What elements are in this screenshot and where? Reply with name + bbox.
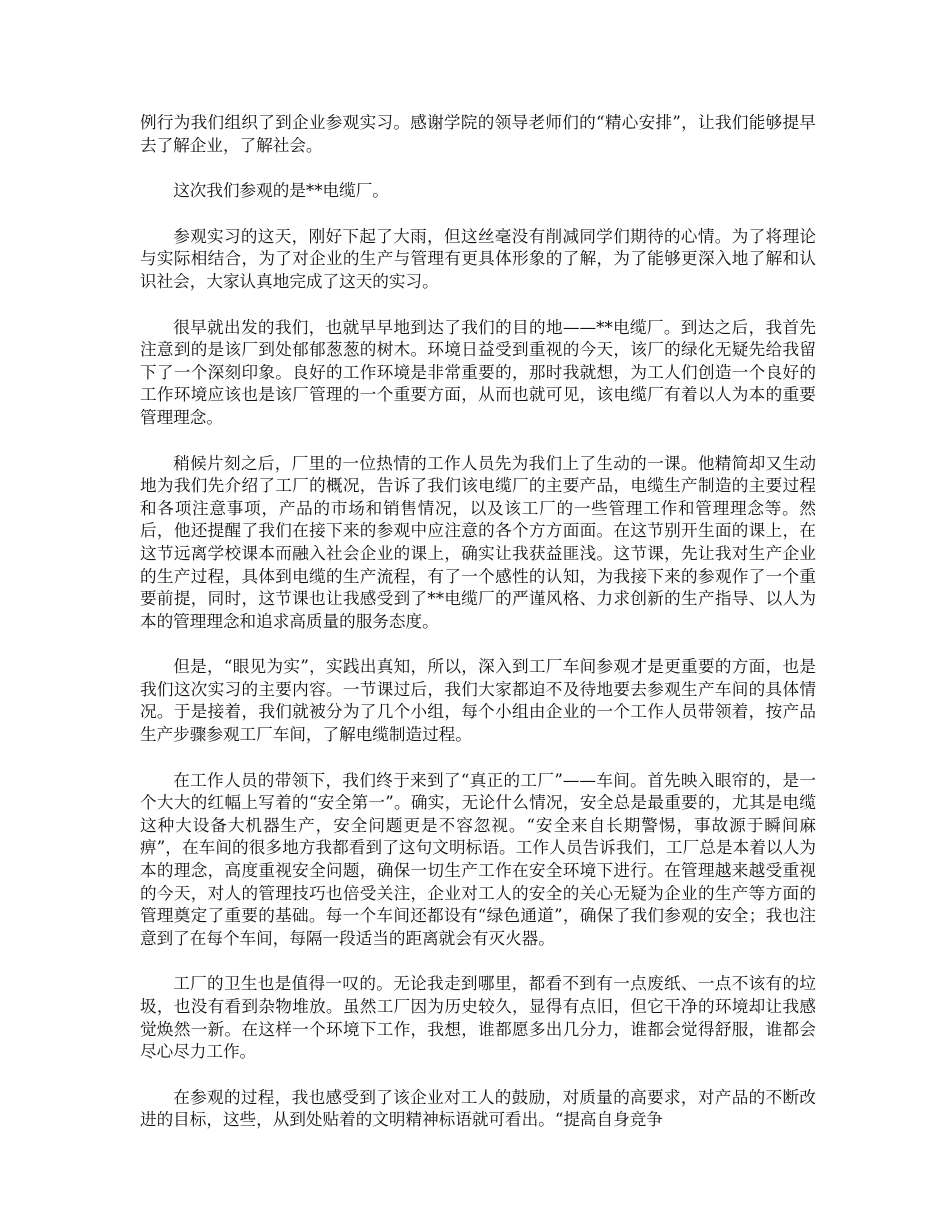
document-page (140, 112, 816, 1155)
paragraph-hygiene: 工厂的卫生也是值得一叹的。无论我走到哪里，都看不到有一点废纸、一点不该有的垃圾，也没有看到杂物堆放。虽然工厂因为历史较久，显得有点旧，但它干净的环境却让我感觉焕然一新。在这样一个环境下工作，我想，谁都愿多出几分力，谁都会觉得舒服，谁都会尽心尽力工作。 (140, 974, 816, 1062)
paragraph-lecture: 稍候片刻之后，厂里的一位热情的工作人员先为我们上了生动的一课。他精简却又生动地为我们先介绍了工厂的概况，告诉了我们该电缆厂的主要产品，电缆生产制造的主要过程和各项注意事项，产品的市场和销售情况，以及该工厂的一些管理工作和管理理念等。然后，他还提醒了我们在接下来的参观中应注意的各个方方面面。在这节别开生面的课上，在这节远离学校课本而融入社会企业的课上，确实让我获益匪浅。这节课，先让我对生产企业的生产过程，具体到电缆的生产流程，有了一个感性的认知，为我接下来的参观作了一个重要前提，同时，这节课也让我感受到了**电缆厂的严谨风格、力求创新的生产指导、以人为本的管理理念和追求高质量的服务态度。 (140, 453, 816, 631)
paragraph-arrival: 很早就出发的我们，也就早早地到达了我们的目的地——**电缆厂。到达之后，我首先注意到的是该厂到处郁郁葱葱的树木。环境日益受到重视的今天，该厂的绿化无疑先给我留下了一个深刻印象。良好的工作环境是非常重要的，那时我就想，为工人们创造一个良好的工作环境应该也是该厂管理的一个重要方面，从而也就可见，该电缆厂有着以人为本的重要管理理念。 (140, 317, 816, 427)
paragraph-encouragement: 在参观的过程，我也感受到了该企业对工人的鼓励，对质量的高要求，对产品的不断改进的目标，这些，从到处贴着的文明精神标语就可看出。“提高自身竞争 (140, 1087, 816, 1130)
paragraph-safety: 在工作人员的带领下，我们终于来到了“真正的工厂”——车间。首先映入眼帘的，是一个大大的红幅上写着的“安全第一”。确实，无论什么情况，安全总是最重要的，尤其是电缆这种大设备大机器生产，安全问题更是不容忽视。“安全来自长期警惕，事故源于瞬间麻痹”，在车间的很多地方我都看到了这句文明标语。工作人员告诉我们，工厂总是本着以人为本的理念，高度重视安全问题，确保一切生产工作在安全环境下进行。在管理越来越受重视的今天，对人的管理技巧也倍受关注，企业对工人的安全的关心无疑为企业的生产等方面的管理奠定了重要的基础。每一个车间还都设有“绿色通道”，确保了我们参观的安全；我也注意到了在每个车间，每隔一段适当的距离就会有灭火器。 (140, 770, 816, 948)
paragraph-intro-continued: 例行为我们组织了到企业参观实习。感谢学院的领导老师们的“精心安排”，让我们能够提早去了解企业，了解社会。 (140, 113, 816, 155)
paragraph-visit-day: 参观实习的这天，刚好下起了大雨，但这丝毫没有削减同学们期待的心情。为了将理论与实际相结合，为了对企业的生产与管理有更具体形象的了解，为了能够更深入地了解和认识社会，大家认真地完成了这天的实习。 (140, 226, 816, 291)
paragraph-visit-target: 这次我们参观的是**电缆厂。 (173, 181, 389, 201)
paragraph-workshop-tour: 但是，“眼见为实”，实践出真知，所以，深入到工厂车间参观才是更重要的方面，也是我们这次实习的主要内容。一节课过后，我们大家都迫不及待地要去参观生产车间的具体情况。于是接着，我们就被分为了几个小组，每个小组由企业的一个工作人员带领着，按产品生产步骤参观工厂车间，了解电缆制造过程。 (140, 657, 816, 745)
